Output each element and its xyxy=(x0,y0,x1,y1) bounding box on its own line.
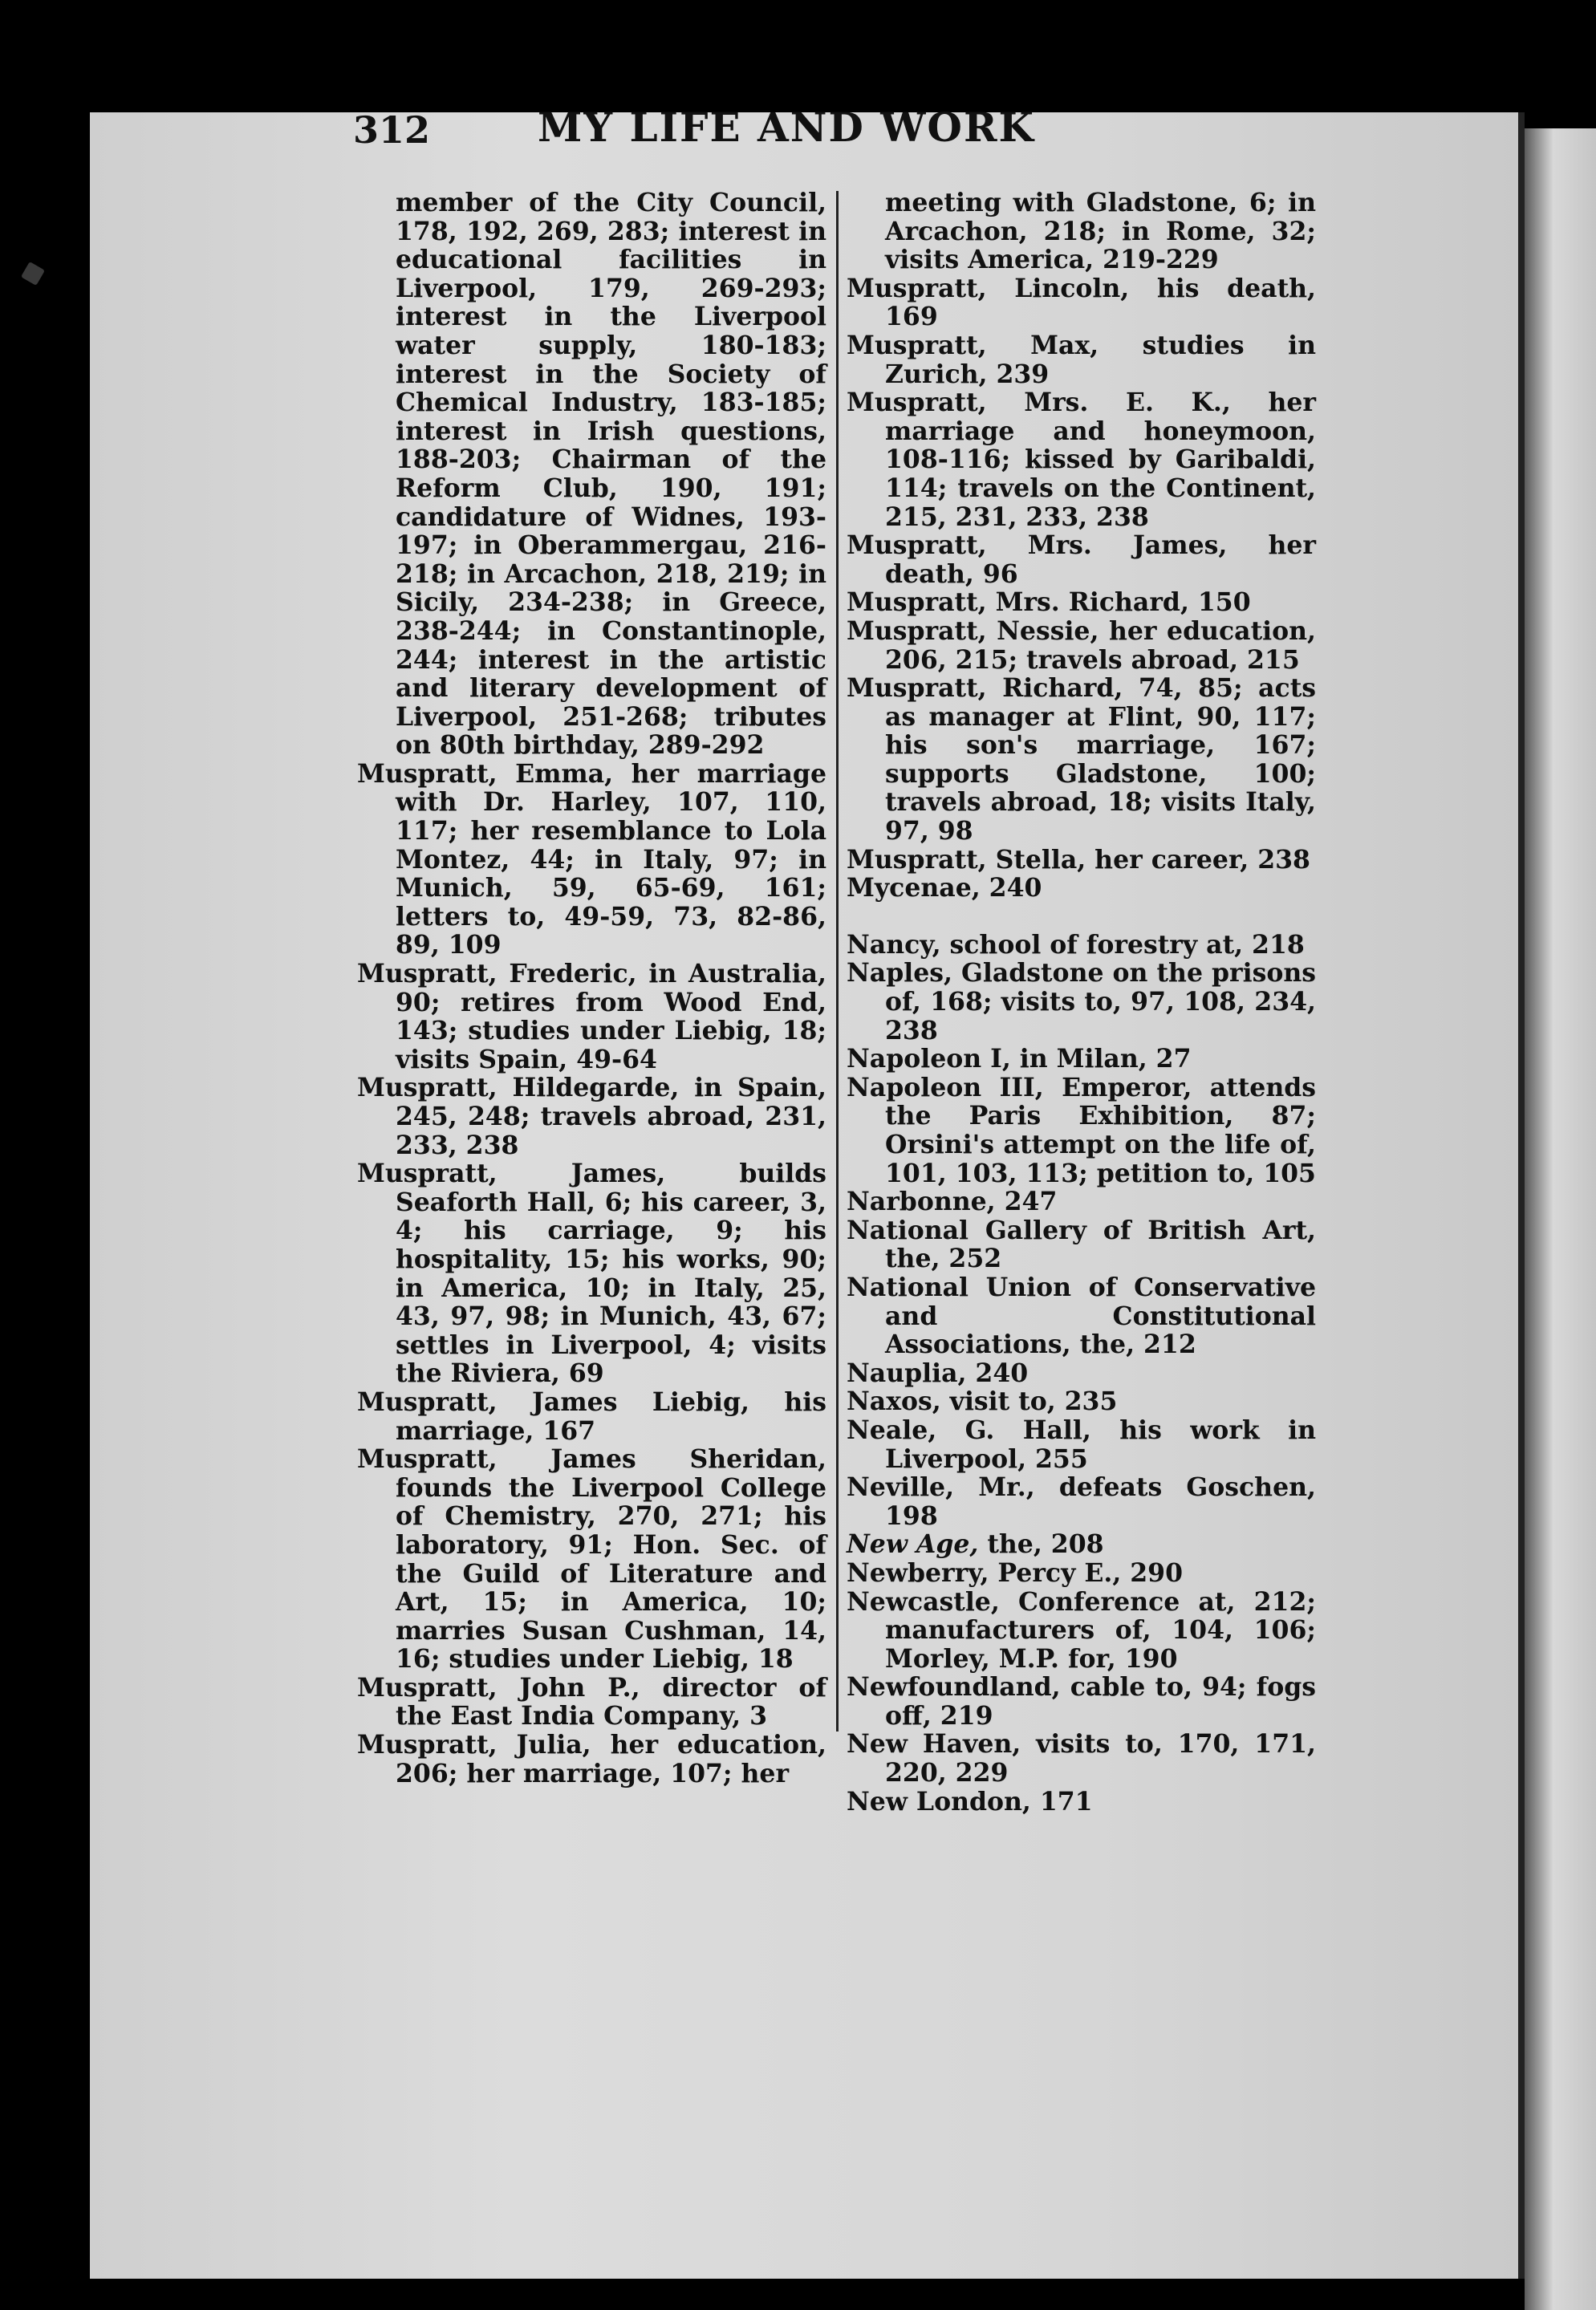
index-column-right xyxy=(847,189,1316,1816)
page-gutter xyxy=(1518,112,1525,2279)
index-entry: National Union of Conservative and Constitutional Associations, the, 212 xyxy=(847,1272,1316,1360)
index-entry: Neale, G. Hall, his work in Liverpool, 255 xyxy=(847,1415,1316,1474)
index-entry: Napoleon III, Emperor, attends the Paris Exhibition, 87; Orsini's attempt on the life of, 101, 103, 113; petition to, 105 xyxy=(847,1072,1316,1188)
section-gap xyxy=(847,903,1316,931)
index-entry-continuation: member of the City Council, 178, 192, 269, 283; interest in educational facilities in Liverpool, 179, 269-293; interest in the Liverpool water supply, 180-183; interest in the Society of Chemical Industry, 183-185; interest in Irish questions, 188-203; Chairman of the Reform Club, 190, 191; candidature of Widnes, 193-197; in Oberammergau, 216-218; in Arcachon, 218, 219; in Sicily, 234-238; in Greece, 238-244; in Constantinople, 244; interest in the artistic and literary development of Liverpool, 251-268; tributes on 80th birthday, 289-292 xyxy=(396,188,826,761)
index-entry: Muspratt, Stella, her career, 238 xyxy=(847,844,1310,875)
index-entry: Muspratt, Mrs. Richard, 150 xyxy=(847,587,1251,618)
index-entry: Muspratt, Mrs. E. K., her marriage and honeymoon, 108-116; kissed by Garibaldi, 114; travels on the Continent, 215, 231, 233, 238 xyxy=(847,388,1316,532)
index-entry: Newberry, Percy E., 290 xyxy=(847,1557,1184,1588)
index-entry: Muspratt, Emma, her marriage with Dr. Harley, 107, 110, 117; her resemblance to Lola Montez, 44; in Italy, 97; in Munich, 59, 65-69, 161; letters to, 49-59, 73, 82-86, 89, 109 xyxy=(357,758,826,960)
index-entry: Muspratt, James, builds Seaforth Hall, 6; his career, 3, 4; his carriage, 9; his hospitality, 15; his works, 90; in America, 10; in Italy, 25, 43, 97, 98; in Munich, 43, 67; settles in Liverpool, 4; visits the Riviera, 69 xyxy=(357,1159,826,1389)
index-entry: New London, 171 xyxy=(847,1786,1093,1817)
page-number: 312 xyxy=(353,108,431,152)
index-entry: New Haven, visits to, 170, 171, 220, 229 xyxy=(847,1729,1316,1788)
index-entry: Nauplia, 240 xyxy=(847,1358,1029,1388)
page-header xyxy=(353,104,1155,164)
index-entry: Mycenae, 240 xyxy=(847,873,1042,903)
index-entry: National Gallery of British Art, the, 252 xyxy=(847,1215,1316,1274)
index-entry: Nancy, school of forestry at, 218 xyxy=(847,929,1305,960)
index-entry: Muspratt, Max, studies in Zurich, 239 xyxy=(847,330,1316,389)
scan-smudge xyxy=(21,262,45,286)
index-entry: Muspratt, Julia, her education, 206; her marriage, 107; her xyxy=(357,1730,826,1788)
index-entry: Newfoundland, cable to, 94; fogs off, 219 xyxy=(847,1672,1316,1731)
running-head-title: MY LIFE AND WORK xyxy=(538,104,1035,151)
next-page-edge xyxy=(1525,128,1596,2310)
index-entry: Muspratt, Hildegarde, in Spain, 245, 248; travels abroad, 231, 233, 238 xyxy=(357,1073,826,1160)
index-entry-italic-title: New Age, xyxy=(847,1529,979,1560)
index-entry-text: the, 208 xyxy=(978,1529,1104,1560)
index-entry: Muspratt, John P., director of the East India Company, 3 xyxy=(357,1672,826,1731)
index-entry: Naples, Gladstone on the prisons of, 168; visits to, 97, 108, 234, 238 xyxy=(847,958,1316,1045)
index-entry: Naxos, visit to, 235 xyxy=(847,1386,1118,1417)
index-entry: Muspratt, Frederic, in Australia, 90; retires from Wood End, 143; studies under Liebig, 18; visits Spain, 49-64 xyxy=(357,959,826,1074)
index-entry: Narbonne, 247 xyxy=(847,1187,1058,1217)
index-entry: Muspratt, Lincoln, his death, 169 xyxy=(847,273,1316,332)
index-entry: Muspratt, James Sheridan, founds the Liverpool College of Chemistry, 270, 271; his laboratory, 91; Hon. Sec. of the Guild of Literature and Art, 15; in America, 10; marries Susan Cushman, 14, 16; studies under Liebig, 18 xyxy=(357,1444,826,1675)
index-entry-continuation: meeting with Gladstone, 6; in Arcachon, 218; in Rome, 32; visits America, 219-229 xyxy=(885,188,1316,275)
index-entry: Napoleon I, in Milan, 27 xyxy=(847,1044,1192,1074)
column-divider xyxy=(836,191,839,1731)
index-entry: Newcastle, Conference at, 212; manufacturers of, 104, 106; Morley, M.P. for, 190 xyxy=(847,1586,1316,1674)
index-entry: Muspratt, Richard, 74, 85; acts as manager at Flint, 90, 117; his son's marriage, 167; supports Gladstone, 100; travels abroad, 18; visits Italy, 97, 98 xyxy=(847,673,1316,846)
index-entry: Muspratt, Nessie, her education, 206, 215; travels abroad, 215 xyxy=(847,615,1316,675)
index-entry: Neville, Mr., defeats Goschen, 198 xyxy=(847,1472,1316,1531)
index-column-left xyxy=(357,189,826,1788)
index-entry xyxy=(847,1530,1316,1559)
index-entry: Muspratt, Mrs. James, her death, 96 xyxy=(847,530,1316,589)
index-entry: Muspratt, James Liebig, his marriage, 167 xyxy=(357,1386,826,1446)
